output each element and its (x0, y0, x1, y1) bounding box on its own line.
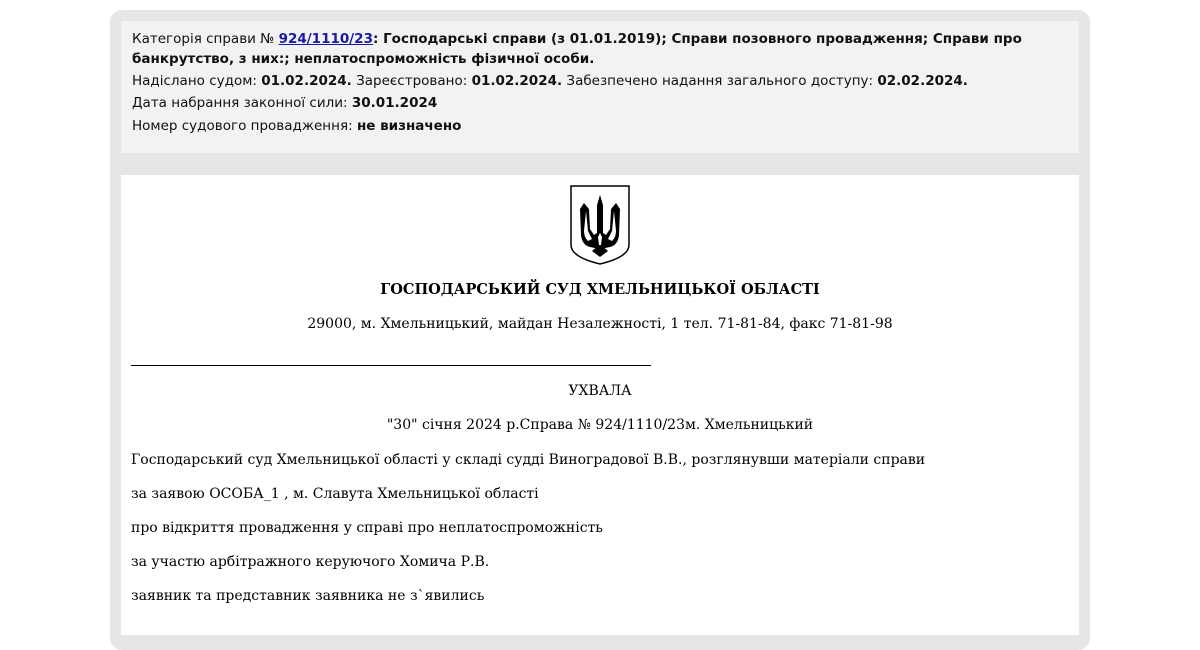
sent-label: Надіслано судом: (132, 73, 262, 89)
paragraph: за заявою ОСОБА_1 , м. Славута Хмельницької області (131, 486, 539, 502)
proceeding-label: Номер судового провадження: (132, 118, 357, 134)
case-info-panel (121, 21, 1079, 153)
proceeding-line (132, 118, 461, 134)
registered-date: 01.02.2024. (471, 73, 563, 89)
effective-date: 30.01.2024 (351, 95, 438, 111)
category-text-continued: банкрутство, з них:; неплатоспроможність фізичної особи. (132, 51, 595, 67)
paragraph: заявник та представник заявника не з`явились (131, 588, 485, 604)
case-number-link[interactable]: 924/1110/23 (278, 31, 373, 47)
registered-label: Зареєстровано: (351, 73, 472, 89)
sent-date: 01.02.2024. (261, 73, 352, 89)
access-date: 02.02.2024. (877, 73, 968, 89)
effective-date-line (132, 95, 437, 111)
category-label: Категорія справи № (132, 31, 279, 47)
court-document (121, 175, 1079, 635)
document-type: УХВАЛА (568, 383, 632, 399)
category-line (132, 31, 1022, 47)
paragraph: за участю арбітражного керуючого Хомича Р.В. (131, 554, 490, 570)
dates-line (132, 73, 968, 89)
effective-label: Дата набрання законної сили: (132, 95, 352, 111)
proceeding-value: не визначено (356, 118, 462, 134)
paragraph: Господарський суд Хмельницької області у складі судді Виноградової В.В., розглянувши матеріали справи (131, 452, 926, 468)
date-case-line: "30" січня 2024 р.Справа № 924/1110/23м. Хмельницький (386, 417, 814, 433)
access-label: Забезпечено надання загального доступу: (562, 73, 878, 89)
coat-of-arms-icon (570, 185, 630, 265)
paragraph: про відкриття провадження у справі про неплатоспроможність (131, 520, 603, 536)
separator-line (131, 365, 651, 366)
category-line-2 (132, 51, 594, 67)
court-address: 29000, м. Хмельницький, майдан Незалежності, 1 тел. 71-81-84, факс 71-81-98 (307, 316, 893, 332)
category-text: : Господарські справи (з 01.01.2019); Справи позовного провадження; Справи про (372, 31, 1022, 47)
court-name: ГОСПОДАРСЬКИЙ СУД ХМЕЛЬНИЦЬКОЇ ОБЛАСТІ (380, 281, 820, 298)
